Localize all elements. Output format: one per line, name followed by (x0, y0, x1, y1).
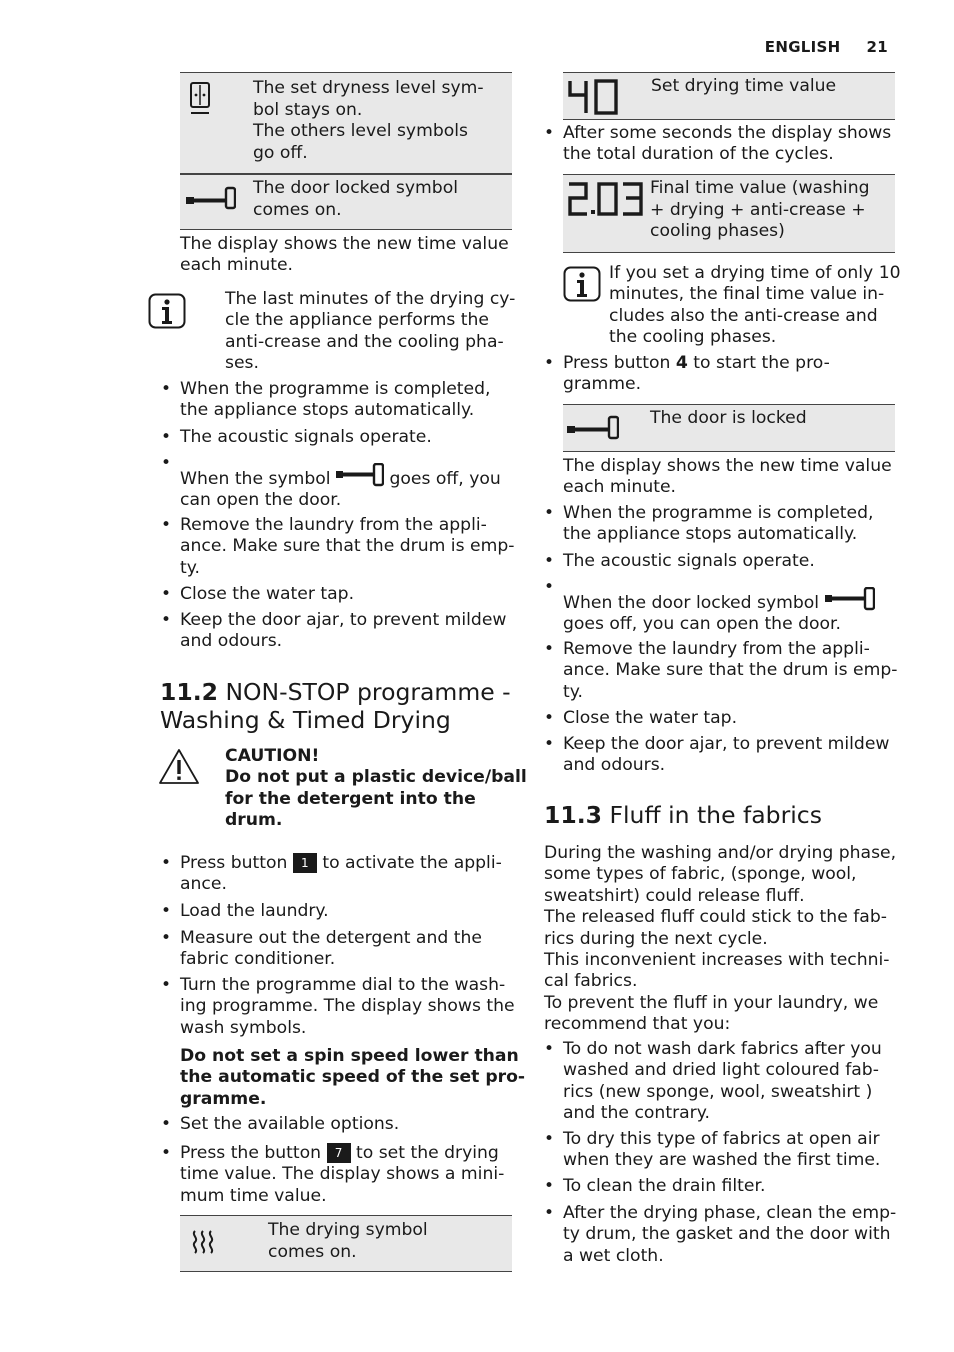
dryness-text-1: The set dryness level sym- (253, 78, 484, 98)
section-number: 11.3 (544, 801, 602, 829)
info-10-minutes (609, 263, 901, 349)
page-header (739, 38, 888, 56)
list-item-line: • After some seconds the display shows (563, 123, 892, 143)
info-icon (563, 266, 601, 302)
spin-note-line-2: the automatic speed of the set pro- (180, 1067, 526, 1088)
drying-text-1: The drying symbol (268, 1220, 428, 1240)
list-item (563, 1129, 880, 1172)
list-item-line: goes off, you can open the door. (563, 614, 842, 635)
display-new-time-text (563, 456, 892, 499)
list-item-line: • To do not wash dark fabrics after you (563, 1039, 882, 1059)
door-lock-icon (825, 587, 875, 611)
seven-segment-display (567, 79, 621, 115)
list-item-line (563, 587, 875, 614)
door-locked-box (180, 174, 512, 230)
info-line-2: minutes, the final time value in- (609, 284, 885, 305)
list-item-line: • Close the water tap. (180, 584, 355, 604)
door-locked-text-1: The door locked symbol (253, 178, 458, 198)
seven-segment-display (567, 181, 645, 217)
info-icon (148, 293, 186, 329)
list-item-line: • Remove the laundry from the appli- (563, 639, 870, 659)
section-title-line-1: NON-STOP programme - (225, 678, 511, 706)
paragraph-line: recommend that you: (544, 1014, 731, 1035)
list-item (180, 928, 482, 971)
list-item (563, 1176, 765, 1197)
list-item-line: time value. The display shows a mini- (180, 1164, 505, 1185)
set-time-box (563, 72, 895, 120)
list-item-text: When the door locked symbol (563, 593, 820, 613)
door-locked-text: The door is locked (650, 408, 807, 428)
list-item-line: the total duration of the cycles. (563, 144, 834, 165)
dryness-text-2: bol stays on. (253, 99, 363, 120)
list-item (180, 1143, 504, 1207)
header-language: ENGLISH (764, 38, 841, 56)
info-line-2: cle the appliance performs the (225, 310, 489, 331)
list-item-line: ance. Make sure that the drum is emp- (180, 536, 515, 557)
section-heading-11-3 (544, 801, 822, 829)
list-item-line: the appliance stops automatically. (563, 524, 858, 545)
caution-block (225, 746, 527, 832)
section-title-line-2: Washing & Timed Drying (160, 706, 451, 734)
list-item-line: ty. (180, 557, 200, 578)
door-locked-box (563, 404, 895, 452)
list-item-line (180, 463, 501, 490)
list-item-line: • After the drying phase, clean the emp- (563, 1203, 897, 1223)
dryness-symbol-box (180, 72, 512, 174)
paragraph-line: During the washing and/or drying phase, (544, 843, 897, 863)
list-item-line: wash symbols. (180, 1017, 307, 1038)
list-item-line: • Close the water tap. (563, 708, 738, 728)
drying-text-2: comes on. (268, 1241, 357, 1262)
list-item (180, 515, 514, 579)
list-item (180, 975, 515, 1039)
paragraph-line: This inconvenient increases with techni- (544, 950, 890, 971)
list-item-line: • When the programme is completed, (180, 379, 491, 399)
paragraph-line: cal fabrics. (544, 971, 638, 992)
list-item-line: fabric conditioner. (180, 949, 336, 970)
door-locked-text-2: comes on. (253, 199, 342, 220)
list-item (563, 123, 891, 166)
list-item-line: ty. (563, 681, 583, 702)
display-new-time-line-2: each minute. (563, 477, 676, 498)
list-item-line: ance. (180, 874, 227, 895)
list-item (563, 639, 897, 703)
list-item-text: to set the drying (356, 1143, 499, 1163)
list-item-text: to activate the appli- (322, 853, 502, 873)
list-item-text: When the symbol (180, 469, 331, 489)
list-item-text: Press button (180, 853, 288, 873)
list-item-line (563, 353, 830, 374)
paragraph-line: some types of fabric, (sponge, wool, (544, 864, 857, 885)
caution-line-3: drum. (225, 810, 283, 831)
list-item (180, 427, 432, 448)
list-item-line: • Load the laundry. (180, 901, 329, 921)
list-item-text: to start the pro- (693, 353, 830, 373)
list-item (180, 584, 354, 605)
fluff-paragraph (544, 843, 896, 1036)
list-item-line: • When the programme is completed, (563, 503, 874, 523)
list-item-line: ing programme. The display shows the (180, 996, 515, 1017)
final-time-text-3: cooling phases) (650, 221, 785, 242)
list-item-text: Press the button (180, 1143, 322, 1163)
drying-symbol-box (180, 1215, 512, 1272)
paragraph-line: To prevent the fluff in your laundry, we (544, 992, 879, 1013)
list-item-line: gramme. (563, 374, 642, 395)
door-lock-icon (186, 185, 236, 211)
list-item-line: a wet cloth. (563, 1245, 664, 1266)
info-line-3: anti-crease and the cooling pha- (225, 331, 504, 352)
final-time-text-2: + drying + anti-crease + (650, 199, 866, 220)
list-item (563, 353, 830, 396)
drying-heat-icon (190, 1228, 216, 1256)
list-item-line: • Remove the laundry from the appli- (180, 515, 487, 535)
list-item-line: the appliance stops automatically. (180, 400, 475, 421)
list-item-line: can open the door. (180, 490, 342, 511)
spin-note-line-1: Do not set a spin speed lower than (180, 1046, 519, 1066)
info-last-minutes (225, 289, 515, 375)
list-item (563, 551, 815, 572)
display-new-time-line-2: each minute. (180, 255, 293, 276)
list-item-line: and odours. (180, 631, 283, 652)
list-item-line: • Keep the door ajar, to prevent mildew (563, 734, 890, 754)
list-item (180, 610, 506, 653)
info-line-1: If you set a drying time of only 10 (609, 263, 901, 283)
section-heading-11-2 (160, 678, 511, 734)
key-7-label: 7 (327, 1143, 351, 1163)
list-item (180, 853, 502, 896)
section-number: 11.2 (160, 678, 218, 706)
list-item (563, 503, 873, 546)
list-item (180, 1114, 399, 1135)
display-new-time-line-1: The display shows the new time value (180, 234, 509, 254)
list-item (563, 577, 875, 636)
list-item-line: • The acoustic signals operate. (563, 551, 815, 571)
page-number: 21 (866, 38, 888, 56)
section-title: Fluff in the fabrics (609, 801, 822, 829)
final-time-box (563, 174, 895, 253)
display-new-time-line-1: The display shows the new time value (563, 456, 892, 476)
final-time-text-1: Final time value (washing (650, 178, 870, 198)
key-1-label: 1 (293, 853, 317, 873)
paragraph-line: rics during the next cycle. (544, 928, 768, 949)
list-item-line (180, 853, 502, 874)
door-lock-icon (336, 463, 384, 487)
list-item-line: ance. Make sure that the drum is emp- (563, 660, 898, 681)
list-item-line: and the contrary. (563, 1103, 710, 1124)
list-item-line: washed and dried light coloured fab- (563, 1060, 879, 1081)
info-line-4: ses. (225, 353, 259, 374)
dryness-level-icon (188, 81, 214, 117)
paragraph-line: sweatshirt) could release fluff. (544, 885, 805, 906)
list-item-line: rics (new sponge, wool, sweatshirt ) (563, 1081, 873, 1102)
list-item-line: • To dry this type of fabrics at open air (563, 1129, 880, 1149)
list-item-text: Press button (563, 353, 671, 373)
info-line-4: the cooling phases. (609, 327, 777, 348)
caution-line-1: Do not put a plastic device/ball (225, 767, 527, 788)
list-item-line: • Measure out the detergent and the (180, 928, 482, 948)
list-item-line: • Turn the programme dial to the wash- (180, 975, 506, 995)
list-item-line: and odours. (563, 755, 666, 776)
button-4-label: 4 (675, 353, 688, 373)
list-item-line: • Set the available options. (180, 1114, 400, 1134)
list-item (563, 1039, 882, 1125)
dryness-text-4: go off. (253, 142, 308, 163)
door-lock-icon (567, 415, 619, 441)
list-item-line: • To clean the drain filter. (563, 1176, 766, 1196)
list-item (180, 453, 501, 512)
paragraph-line: The released fluff could stick to the fab- (544, 907, 887, 928)
list-item-line: ty drum, the gasket and the door with (563, 1224, 891, 1245)
list-item-line: when they are washed the first time. (563, 1150, 881, 1171)
info-line-3: cludes also the anti-crease and (609, 305, 878, 326)
list-item (563, 734, 889, 777)
warning-triangle-icon (158, 748, 200, 786)
list-item-line: • The acoustic signals operate. (180, 427, 432, 447)
info-line-1: The last minutes of the drying cy- (225, 289, 516, 309)
list-item-line: • Keep the door ajar, to prevent mildew (180, 610, 507, 630)
list-item-line (180, 1143, 504, 1164)
caution-title: CAUTION! (225, 746, 320, 766)
list-item (180, 379, 490, 422)
caution-line-2: for the detergent into the (225, 788, 476, 809)
list-item-line: mum time value. (180, 1185, 327, 1206)
list-item (563, 708, 737, 729)
display-new-time-text (180, 234, 509, 277)
spin-note-line-3: gramme. (180, 1088, 267, 1109)
spin-speed-note (180, 1046, 525, 1110)
list-item-text: goes off, you (389, 469, 501, 489)
dryness-text-3: The others level symbols (253, 121, 468, 142)
list-item (563, 1203, 896, 1267)
list-item (180, 901, 329, 922)
set-time-text: Set drying time value (651, 76, 837, 96)
